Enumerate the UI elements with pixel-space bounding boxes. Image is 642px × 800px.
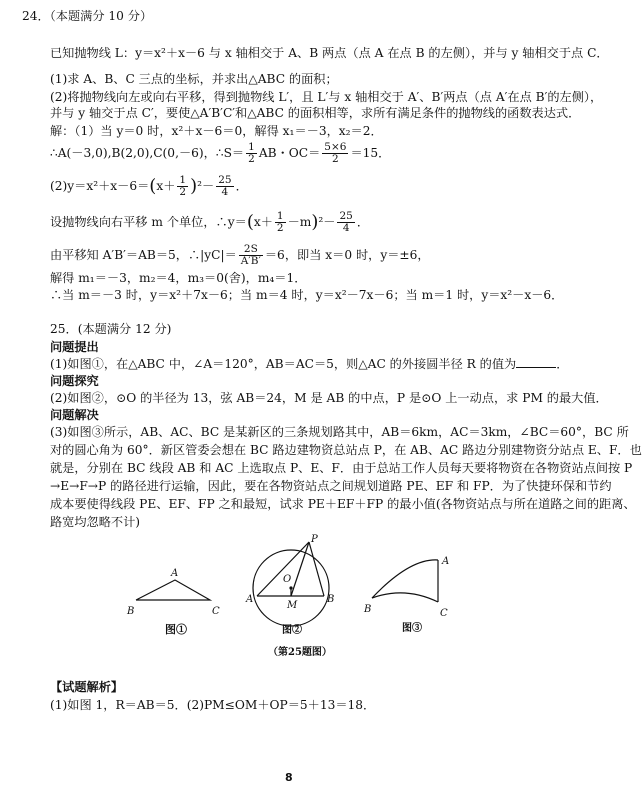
q25-part2: (2)如图②，⊙O 的半径为 13，弦 AB＝24，M 是 AB 的中点，P 是⊙O 上一动点，求 PM 的最大值． xyxy=(50,391,608,405)
q24-solution-line7: ∴当 m＝－3 时，y＝x²＋7x－6；当 m＝4 时，y＝x²－7x－6；当 m＝1 时，y＝x²－x－6． xyxy=(50,288,564,302)
left-paren: ( xyxy=(246,211,254,233)
numerator: 5×6 xyxy=(324,141,347,153)
q25-heading-solve: 问题解决 xyxy=(50,408,99,422)
q24-stem: 已知抛物线 L：y＝x²＋x－6 与 x 轴相交于 A、B 两点（点 A 在点 B 的左侧），并与 y 轴相交于点 C． xyxy=(50,46,609,60)
fig2-label-o: O xyxy=(283,574,292,585)
fraction-half xyxy=(246,142,257,165)
q24-solution-line3 xyxy=(50,175,248,198)
fig1-label-b: B xyxy=(127,606,135,617)
side-ab xyxy=(372,560,438,598)
numerator: 25 xyxy=(339,210,353,222)
q25-header: 25．(本题满分 12 分) xyxy=(50,322,172,336)
q24-part2-line2: 并与 y 轴交于点 C′，要使△A′B′C′和△ABC 的面积相等，求所有满足条件的抛物线的函数表达式． xyxy=(50,106,581,120)
fig2-label-m: M xyxy=(287,600,298,611)
fig3-label-b: B xyxy=(364,604,372,615)
denominator: 2 xyxy=(248,153,255,165)
numerator: 25 xyxy=(218,174,232,186)
fraction-25-4 xyxy=(337,211,354,234)
denominator: 2 xyxy=(179,186,187,198)
fig2-caption: 图② xyxy=(282,625,302,636)
sol3-post: ． xyxy=(235,179,248,193)
denominator: A′B′ xyxy=(240,255,261,267)
q24-solution-line1: 解：（1）当 y＝0 时，x²＋x－6＝0，解得 x₁＝－3，x₂＝2． xyxy=(50,124,383,138)
fig1-caption: 图① xyxy=(165,623,187,636)
numerator: 1 xyxy=(276,210,284,222)
q25-part3-line4: →E→F→P 的路径进行运输，因此，要在各物资站点之间规划道路 PE、EF 和 FP．为了快捷环保和节约 xyxy=(50,479,612,493)
sol4-inner: x＋ xyxy=(253,215,273,229)
sol4-square: ²－ xyxy=(318,215,336,229)
fig2-label-p: P xyxy=(311,534,318,545)
q24-solution-line4 xyxy=(50,211,369,234)
sol5-post: ＝6，即当 x＝0 时，y＝±6， xyxy=(264,248,430,262)
numerator: 2S xyxy=(239,244,263,256)
right-paren: ) xyxy=(190,175,198,197)
q24-solution-line2 xyxy=(50,142,390,165)
q25-part3-line2: 对的圆心角为 60°．新区管委会想在 BC 路边建物资总站点 P，在 AB、AC 路边分别建物资分站点 E、F．也 xyxy=(50,443,642,457)
denominator: 2 xyxy=(276,222,284,234)
sol4-pre: 设抛物线向右平移 m 个单位，∴y＝ xyxy=(50,215,247,229)
segment-bp xyxy=(309,542,324,596)
fig3-caption: 图③ xyxy=(402,623,422,634)
analysis-title: 【试题解析】 xyxy=(50,680,124,694)
q25-figures xyxy=(0,530,580,665)
figures-group-caption: （第25题图） xyxy=(268,647,332,658)
sol4-m: －m xyxy=(287,215,312,229)
sol2-pre: ∴A(－3,0),B(2,0),C(0,－6)，∴S＝ xyxy=(50,146,245,160)
part1-text: (1)如图①，在△ABC 中，∠A＝120°，AB＝AC＝5，则△AC 的外接圆半径 R 的值为 xyxy=(50,357,517,371)
q25-heading-explore: 问题探究 xyxy=(50,374,99,388)
analysis-text: (1)如图 1，R＝AB＝5．(2)PM≤OM＋OP＝5＋13＝18． xyxy=(50,698,376,712)
denominator: 4 xyxy=(221,186,229,198)
sol3-pre: (2)y＝x²＋x－6＝ xyxy=(50,179,150,193)
fig1-label-a: A xyxy=(171,568,179,579)
page-number: 8 xyxy=(285,771,293,784)
numerator: 1 xyxy=(179,174,187,186)
sol3-inner: x＋ xyxy=(156,179,176,193)
fig2-label-a: A xyxy=(246,594,254,605)
denominator: 4 xyxy=(342,222,350,234)
segment-ap xyxy=(257,542,309,596)
q25-part3-line6: 路宽均忽略不计) xyxy=(50,515,141,529)
fig1-label-c: C xyxy=(212,606,220,617)
fraction-2s xyxy=(239,244,263,267)
sol2-post: ＝15． xyxy=(350,146,391,160)
q25-part3-line1: (3)如图③所示，AB、AC、BC 是某新区的三条规划路其中，AB＝6km，AC＝3km，∠BC＝60°，BC 所 xyxy=(50,425,629,439)
fig2-label-b: B xyxy=(327,594,335,605)
q25-heading-raise: 问题提出 xyxy=(50,340,99,354)
arc-bc xyxy=(372,593,438,602)
fraction-area xyxy=(322,142,348,165)
triangle-abc xyxy=(136,580,210,600)
fraction-25-4 xyxy=(216,175,233,198)
q24-part2-line1: (2)将抛物线向左或向右平移，得到抛物线 L′，且 L′与 x 轴相交于 A′、B′两点（点 A′在点 B′的左侧）， xyxy=(50,90,603,104)
fig3-label-a: A xyxy=(442,556,450,567)
center-dot xyxy=(289,586,292,589)
right-paren: ) xyxy=(311,211,319,233)
q24-part1: (1)求 A、B、C 三点的坐标，并求出△ABC 的面积； xyxy=(50,72,338,86)
sol3-square: ²－ xyxy=(197,179,215,193)
fig3-label-c: C xyxy=(440,608,448,619)
q25-part3-line5: 成本要使得线段 PE、EF、FP 之和最短，试求 PE＋EF＋FP 的最小值(各物资站点与所在道路之间的距离、 xyxy=(50,497,636,511)
left-paren: ( xyxy=(149,175,157,197)
figure-1 xyxy=(136,580,210,600)
q24-header: 24．（本题满分 10 分） xyxy=(22,9,153,23)
sol2-mid: AB・OC＝ xyxy=(258,146,321,160)
answer-blank xyxy=(516,356,556,368)
q25-part3-line3: 就是，分别在 BC 线段 AB 和 AC 上选取点 P、E、F．由于总站工作人员每天要将物资在各物资站点间按 P xyxy=(50,461,633,475)
sol5-pre: 由平移知 A′B′＝AB＝5，∴|yC|＝ xyxy=(50,248,237,262)
figure-3 xyxy=(372,560,438,602)
part1-end: ． xyxy=(556,357,569,371)
fraction-half xyxy=(177,175,188,198)
numerator: 1 xyxy=(248,141,255,153)
fraction-half xyxy=(275,211,286,234)
q25-part1 xyxy=(50,356,568,372)
denominator: 2 xyxy=(332,153,339,165)
q24-solution-line5 xyxy=(50,244,430,267)
sol4-post: ． xyxy=(356,215,370,229)
q24-solution-line6: 解得 m₁＝－3，m₂＝4，m₃＝0(舍)，m₄＝1． xyxy=(50,271,307,285)
